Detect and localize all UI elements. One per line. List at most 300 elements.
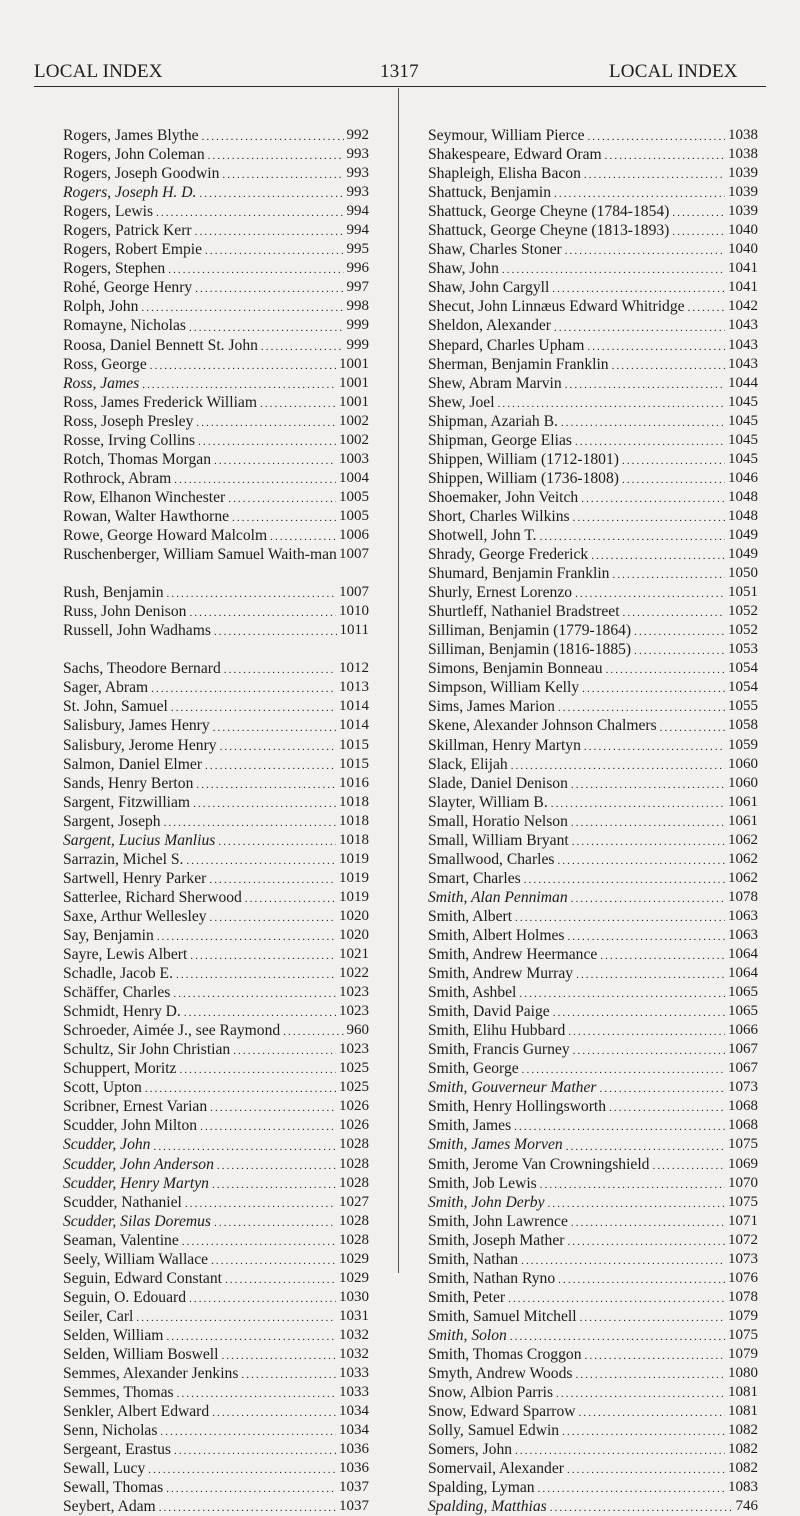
dot-leader xyxy=(174,473,336,488)
dot-leader xyxy=(189,606,336,621)
entry-name: Smith, John Derby xyxy=(428,1193,545,1211)
index-entry xyxy=(63,1193,369,1212)
index-entry xyxy=(63,812,369,831)
index-entry xyxy=(63,1174,369,1193)
entry-page-number: 1065 xyxy=(728,984,758,1001)
running-header-right: LOCAL INDEX xyxy=(609,61,738,82)
entry-page-number: 1078 xyxy=(728,888,758,905)
index-entry xyxy=(428,945,758,964)
entry-page-number: 1014 xyxy=(339,717,369,734)
entry-page-number: 1045 xyxy=(728,450,758,467)
dot-leader xyxy=(221,1349,336,1364)
index-entry xyxy=(428,316,758,335)
index-entry xyxy=(63,164,369,183)
entry-page-number: 1039 xyxy=(728,203,758,220)
dot-leader xyxy=(591,549,725,564)
dot-leader xyxy=(245,892,336,907)
entry-page-number: 1045 xyxy=(728,431,758,448)
dot-leader xyxy=(145,1082,336,1097)
dot-leader xyxy=(210,1101,336,1116)
entry-page-number: 1022 xyxy=(339,965,369,982)
entry-name: Smith, George xyxy=(428,1060,519,1078)
entry-name: Smith, Elihu Hubbard xyxy=(428,1022,566,1040)
entry-name: Simons, Benjamin Bonneau xyxy=(428,660,603,678)
entry-page-number: 1038 xyxy=(728,127,758,143)
dot-leader xyxy=(515,911,725,926)
entry-page-number: 1001 xyxy=(339,374,369,391)
index-entry xyxy=(428,926,758,945)
dot-leader xyxy=(224,663,336,678)
dot-leader xyxy=(150,359,336,374)
dot-leader xyxy=(576,968,725,983)
index-entry xyxy=(63,755,369,774)
entry-page-number: 1081 xyxy=(728,1384,758,1401)
index-entry xyxy=(428,1364,758,1383)
index-entry xyxy=(63,831,369,850)
dot-leader xyxy=(575,1368,725,1383)
entry-page-number: 1062 xyxy=(728,850,758,867)
entry-name: Slade, Daniel Denison xyxy=(428,774,568,792)
entry-name: Scott, Upton xyxy=(63,1079,142,1097)
entry-page-number: 1041 xyxy=(728,260,758,277)
entry-name: Skillman, Henry Martyn xyxy=(428,736,581,754)
entry-page-number: 1018 xyxy=(339,831,369,848)
index-entry xyxy=(428,907,758,926)
entry-name: Sager, Abram xyxy=(63,679,149,697)
entry-page-number: 1002 xyxy=(339,431,369,448)
index-entry xyxy=(428,1212,758,1231)
index-entry xyxy=(63,126,369,145)
dot-leader xyxy=(558,701,725,716)
entry-page-number: 1062 xyxy=(728,831,758,848)
entry-page-number: 1015 xyxy=(339,736,369,753)
entry-page-number: 1012 xyxy=(339,660,369,677)
entry-page-number: 1073 xyxy=(728,1079,758,1096)
index-entry xyxy=(63,716,369,735)
index-entry xyxy=(428,564,758,583)
dot-leader xyxy=(159,1501,336,1516)
entry-name: Smith, Ashbel xyxy=(428,984,517,1002)
dot-leader xyxy=(157,930,336,945)
entry-page-number: 1042 xyxy=(728,298,758,315)
entry-name: Ross, James Frederick William xyxy=(63,393,257,411)
entry-page-number: 1011 xyxy=(339,622,369,639)
index-entry xyxy=(428,202,758,221)
index-entry xyxy=(428,488,758,507)
entry-name: Sargent, Lucius Manlius xyxy=(63,831,216,849)
entry-name: Senn, Nicholas xyxy=(63,1422,158,1440)
dot-leader xyxy=(556,1387,725,1402)
dot-leader xyxy=(167,587,337,602)
entry-page-number: 1023 xyxy=(339,984,369,1001)
index-entry xyxy=(428,1002,758,1021)
dot-leader xyxy=(557,854,725,869)
index-entry xyxy=(63,1231,369,1250)
index-entry xyxy=(63,888,369,907)
entry-page-number: 1016 xyxy=(339,774,369,791)
entry-page-number: 1026 xyxy=(339,1117,369,1134)
entry-name: Rogers, Robert Empie xyxy=(63,241,203,259)
entry-page-number: 1031 xyxy=(339,1307,369,1324)
entry-name: Ross, George xyxy=(63,355,147,373)
entry-page-number: 1001 xyxy=(339,355,369,372)
entry-name: Rogers, Joseph Goodwin xyxy=(63,165,220,183)
entry-page-number: 1026 xyxy=(339,1098,369,1115)
entry-page-number: 746 xyxy=(735,1498,758,1515)
index-entry xyxy=(428,1078,758,1097)
entry-name: Seguin, O. Edouard xyxy=(63,1288,186,1306)
index-entry xyxy=(428,659,758,678)
dot-leader xyxy=(580,1311,725,1326)
dot-leader xyxy=(609,1101,725,1116)
entry-page-number: 1073 xyxy=(728,1250,758,1267)
dot-leader xyxy=(209,873,336,888)
entry-name: Shepard, Charles Upham xyxy=(428,336,585,354)
index-entry xyxy=(63,907,369,926)
index-entry xyxy=(63,583,369,602)
index-entry xyxy=(428,1478,758,1497)
entry-name: Senkler, Albert Edward xyxy=(63,1403,210,1421)
index-entry xyxy=(63,259,369,278)
dot-leader xyxy=(510,1330,725,1345)
entry-name: Salisbury, Jerome Henry xyxy=(63,736,217,754)
entry-name: Short, Charles Wilkins xyxy=(428,507,570,525)
entry-page-number: 1021 xyxy=(339,946,369,963)
dot-leader xyxy=(568,1025,725,1040)
entry-name: Sherman, Benjamin Franklin xyxy=(428,355,609,373)
index-column-left xyxy=(63,126,369,1516)
entry-name: Sarrazin, Michel S. xyxy=(63,850,184,868)
index-entry xyxy=(63,736,369,755)
entry-name: Sartwell, Henry Parker xyxy=(63,869,207,887)
entry-name: Selden, William Boswell xyxy=(63,1346,219,1363)
dot-leader xyxy=(136,1311,336,1326)
entry-name: Rosse, Irving Collins xyxy=(63,431,196,449)
entry-page-number: 999 xyxy=(346,317,369,334)
entry-page-number: 999 xyxy=(346,336,369,353)
dot-leader xyxy=(164,816,336,831)
dot-leader xyxy=(575,587,725,602)
entry-name: Smallwood, Charles xyxy=(428,850,555,868)
entry-name: Spalding, Lyman xyxy=(428,1479,535,1497)
index-entry xyxy=(428,812,758,831)
dot-leader xyxy=(160,1425,336,1440)
entry-name: Rowan, Walter Hawthorne xyxy=(63,507,230,525)
entry-page-number: 1037 xyxy=(339,1498,369,1515)
entry-name: Skene, Alexander Johnson Chalmers xyxy=(428,717,657,735)
index-entry xyxy=(63,1250,369,1269)
dot-leader xyxy=(587,340,725,355)
entry-page-number: 1028 xyxy=(339,1155,369,1172)
dot-leader xyxy=(515,1444,725,1459)
dot-leader xyxy=(567,1235,725,1250)
dot-leader xyxy=(168,263,343,278)
entry-name: Small, William Bryant xyxy=(428,831,569,849)
entry-page-number: 1067 xyxy=(728,1060,758,1077)
dot-leader xyxy=(561,416,725,431)
entry-page-number: 1028 xyxy=(339,1212,369,1229)
index-entry xyxy=(63,278,369,297)
index-entry xyxy=(428,1040,758,1059)
entry-page-number: 1067 xyxy=(728,1041,758,1058)
index-entry xyxy=(63,602,369,621)
dot-leader xyxy=(141,301,343,316)
dot-leader xyxy=(270,530,336,545)
dot-leader xyxy=(208,149,344,164)
dot-leader xyxy=(213,721,336,736)
index-entry xyxy=(63,697,369,716)
index-entry xyxy=(428,1059,758,1078)
index-entry xyxy=(63,374,369,393)
index-entry xyxy=(63,316,369,335)
index-entry xyxy=(428,1402,758,1421)
dot-leader xyxy=(153,1140,336,1155)
index-entry xyxy=(63,926,369,945)
index-entry xyxy=(428,278,758,297)
entry-page-number: 1070 xyxy=(728,1174,758,1191)
entry-page-number: 992 xyxy=(346,127,369,143)
index-entry xyxy=(428,145,758,164)
entry-page-number: 1075 xyxy=(728,1136,758,1153)
dot-leader xyxy=(166,1482,336,1497)
dot-leader xyxy=(540,530,725,545)
dot-leader xyxy=(222,168,343,183)
dot-leader xyxy=(184,1006,336,1021)
entry-name: Scribner, Ernest Varian xyxy=(63,1098,208,1116)
entry-page-number: 1051 xyxy=(728,584,758,601)
entry-name: Russ, John Denison xyxy=(63,603,187,621)
entry-name: Seaman, Valentine xyxy=(63,1231,179,1249)
entry-name: Sheldon, Alexander xyxy=(428,317,551,335)
entry-name: Smith, Joseph Mather xyxy=(428,1231,565,1249)
index-entry xyxy=(63,1269,369,1288)
dot-leader xyxy=(522,1063,725,1078)
entry-page-number: 1046 xyxy=(728,469,758,486)
index-entry xyxy=(428,1421,758,1440)
dot-leader xyxy=(565,244,725,259)
entry-page-number: 1005 xyxy=(339,488,369,505)
entry-page-number: 1063 xyxy=(728,926,758,943)
entry-page-number: 1018 xyxy=(339,812,369,829)
index-entry xyxy=(428,1097,758,1116)
entry-page-number: 1068 xyxy=(728,1117,758,1134)
dot-leader xyxy=(498,397,725,412)
index-entry xyxy=(428,1440,758,1459)
entry-page-number: 1058 xyxy=(728,717,758,734)
entry-name: Rogers, Joseph H. D. xyxy=(63,184,197,202)
entry-page-number: 1082 xyxy=(728,1441,758,1458)
index-column-right xyxy=(428,126,758,1516)
entry-name: Smith, Andrew Heermance xyxy=(428,946,598,964)
entry-page-number: 1030 xyxy=(339,1288,369,1305)
entry-page-number: 1079 xyxy=(728,1307,758,1324)
dot-leader xyxy=(623,606,725,621)
index-entry xyxy=(63,659,369,678)
index-entry xyxy=(428,1345,758,1364)
index-entry xyxy=(63,1040,369,1059)
entry-name: Smith, Albert xyxy=(428,907,513,925)
entry-name: Smith, John Lawrence xyxy=(428,1212,568,1230)
entry-name: Smith, Samuel Mitchell xyxy=(428,1307,577,1325)
entry-page-number: 1048 xyxy=(728,507,758,524)
dot-leader xyxy=(261,340,344,355)
entry-name: Smith, Albert Holmes xyxy=(428,926,565,944)
dot-leader xyxy=(176,968,336,983)
entry-name: Sims, James Marion xyxy=(428,698,555,716)
entry-name: Shattuck, Benjamin xyxy=(428,184,551,202)
entry-name: Romayne, Nicholas xyxy=(63,317,186,335)
entry-page-number: 1045 xyxy=(728,412,758,429)
index-entry xyxy=(63,393,369,412)
index-entry xyxy=(63,1326,369,1345)
entry-name: Snow, Edward Sparrow xyxy=(428,1403,576,1421)
entry-page-number: 1064 xyxy=(728,946,758,963)
dot-leader xyxy=(612,568,725,583)
entry-name: Shipman, George Elias xyxy=(428,431,572,449)
index-entry xyxy=(428,1326,758,1345)
dot-leader xyxy=(171,701,336,716)
dot-leader xyxy=(558,1273,725,1288)
index-entry xyxy=(63,240,369,259)
dot-leader xyxy=(551,797,725,812)
index-entry xyxy=(428,1383,758,1402)
dot-leader xyxy=(571,892,725,907)
index-entry xyxy=(63,1497,369,1516)
dot-leader xyxy=(571,816,725,831)
dot-leader xyxy=(554,321,725,336)
index-entry xyxy=(63,1116,369,1135)
entry-page-number: 1015 xyxy=(339,755,369,772)
index-entry xyxy=(63,1459,369,1478)
index-entry xyxy=(428,1174,758,1193)
index-entry xyxy=(428,164,758,183)
entry-page-number: 1039 xyxy=(728,184,758,201)
entry-name: Smith, Solon xyxy=(428,1326,507,1344)
entry-page-number: 1032 xyxy=(339,1346,369,1362)
entry-page-number: 1060 xyxy=(728,755,758,772)
dot-leader xyxy=(519,987,725,1002)
index-entry xyxy=(63,1364,369,1383)
entry-page-number: 1069 xyxy=(728,1155,758,1172)
entry-page-number: 1019 xyxy=(339,888,369,905)
dot-leader xyxy=(573,511,725,526)
index-entry xyxy=(63,297,369,316)
index-entry xyxy=(428,678,758,697)
dot-leader xyxy=(565,378,725,393)
index-entry xyxy=(63,1288,369,1307)
entry-name: Snow, Albion Parris xyxy=(428,1384,554,1402)
index-entry xyxy=(428,888,758,907)
dot-leader xyxy=(210,911,336,926)
entry-name: Salisbury, James Henry xyxy=(63,717,210,735)
index-entry xyxy=(428,1116,758,1135)
index-entry xyxy=(428,545,758,564)
entry-page-number: 1034 xyxy=(339,1403,369,1420)
entry-page-number: 1064 xyxy=(728,965,758,982)
index-entry xyxy=(63,1307,369,1326)
entry-page-number: 1004 xyxy=(339,469,369,486)
entry-name: Smyth, Andrew Woods xyxy=(428,1365,573,1383)
entry-page-number: 1023 xyxy=(339,1041,369,1058)
entry-page-number: 1044 xyxy=(728,374,758,391)
entry-page-number: 1079 xyxy=(728,1346,758,1362)
entry-name: Shoemaker, John Veitch xyxy=(428,488,579,506)
index-entry xyxy=(428,983,758,1002)
entry-name: Sargent, Fitzwilliam xyxy=(63,793,191,811)
index-entry xyxy=(63,621,369,640)
entry-page-number: 1062 xyxy=(728,869,758,886)
entry-name: Salmon, Daniel Elmer xyxy=(63,755,203,773)
entry-name: Smith, Thomas Croggon xyxy=(428,1346,582,1363)
entry-page-number: 1025 xyxy=(339,1060,369,1077)
entry-name: Somers, John xyxy=(428,1441,513,1459)
index-entry xyxy=(63,1002,369,1021)
index-entry xyxy=(428,221,758,240)
dot-leader xyxy=(548,1197,726,1212)
entry-page-number: 1081 xyxy=(728,1403,758,1420)
entry-name: Rush, Benjamin xyxy=(63,584,164,602)
entry-name: Rothrock, Abram xyxy=(63,469,172,487)
index-entry xyxy=(428,602,758,621)
dot-leader xyxy=(205,244,343,259)
dot-leader xyxy=(550,1501,733,1516)
index-entry xyxy=(63,850,369,869)
index-entry xyxy=(63,545,369,583)
entry-page-number: 1028 xyxy=(339,1231,369,1248)
entry-page-number: 1055 xyxy=(728,698,758,715)
entry-page-number: 1061 xyxy=(728,812,758,829)
entry-page-number: 1060 xyxy=(728,774,758,791)
index-entry xyxy=(63,1097,369,1116)
index-entry xyxy=(63,526,369,545)
entry-page-number: 1038 xyxy=(728,146,758,163)
dot-leader xyxy=(566,1140,725,1155)
index-entry xyxy=(63,336,369,355)
entry-name: Rogers, Lewis xyxy=(63,203,154,221)
index-entry xyxy=(428,183,758,202)
entry-page-number: 1025 xyxy=(339,1079,369,1096)
entry-name: Row, Elhanon Winchester xyxy=(63,488,226,506)
entry-page-number: 1048 xyxy=(728,488,758,505)
entry-page-number: 998 xyxy=(346,298,369,315)
entry-page-number: 1027 xyxy=(339,1193,369,1210)
dot-leader xyxy=(217,1159,336,1174)
entry-page-number: 1068 xyxy=(728,1098,758,1115)
entry-name: Seiler, Carl xyxy=(63,1307,134,1325)
entry-page-number: 1061 xyxy=(728,793,758,810)
dot-leader xyxy=(524,873,725,888)
index-entry xyxy=(428,1135,758,1154)
entry-name: Sewall, Lucy xyxy=(63,1460,146,1478)
dot-leader xyxy=(567,1463,725,1478)
entry-page-number: 1010 xyxy=(339,603,369,620)
entry-name: Ross, James xyxy=(63,374,140,392)
entry-page-number: 995 xyxy=(346,241,369,258)
entry-name: Roosa, Daniel Bennett St. John xyxy=(63,336,258,354)
entry-name: Russell, John Wadhams xyxy=(63,622,211,640)
index-entry xyxy=(428,640,758,659)
dot-leader xyxy=(195,282,343,297)
dot-leader xyxy=(634,625,725,640)
index-entry xyxy=(428,526,758,545)
dot-leader xyxy=(196,416,336,431)
entry-name: Smith, Nathan xyxy=(428,1250,519,1268)
dot-leader xyxy=(202,130,344,145)
index-entry xyxy=(63,1212,369,1231)
dot-leader xyxy=(212,1178,336,1193)
entry-page-number: 993 xyxy=(346,146,369,163)
dot-leader xyxy=(211,1254,336,1269)
